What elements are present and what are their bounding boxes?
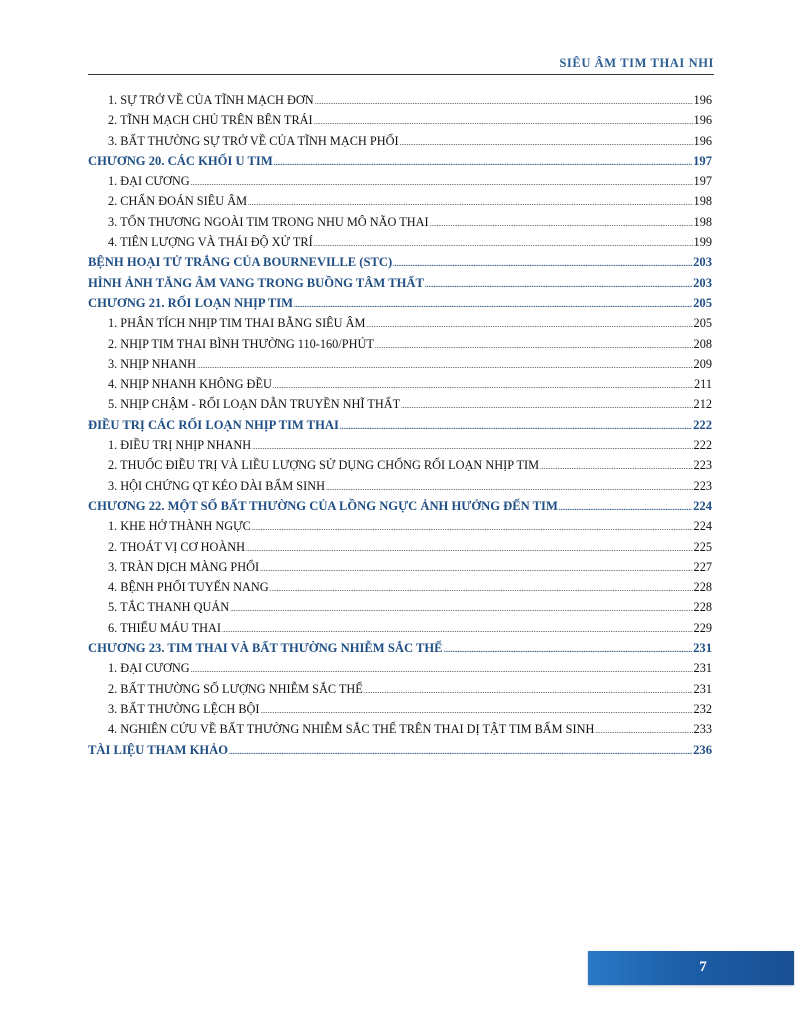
- toc-dot-leader: [559, 504, 692, 512]
- toc-dot-leader: [191, 179, 693, 187]
- toc-dot-leader: [294, 301, 692, 309]
- toc-entry-page: 197: [693, 153, 712, 168]
- toc-dot-leader: [314, 118, 693, 126]
- toc-entry-title: TÀI LIỆU THAM KHẢO: [88, 742, 229, 757]
- toc-section-entry[interactable]: [88, 397, 712, 417]
- toc-entry-page: 222: [693, 417, 712, 432]
- toc-section-entry[interactable]: [88, 235, 712, 255]
- toc-entry-page: 212: [693, 397, 712, 412]
- toc-dot-leader: [425, 281, 692, 289]
- toc-chapter-entry[interactable]: [88, 255, 712, 275]
- toc-dot-leader: [248, 199, 693, 207]
- toc-dot-leader: [400, 139, 693, 147]
- toc-dot-leader: [393, 260, 692, 268]
- toc-entry-title: 4. BỆNH PHỔI TUYẾN NANG: [108, 580, 269, 595]
- toc-entry-page: 227: [693, 559, 712, 574]
- toc-section-entry[interactable]: [88, 682, 712, 702]
- toc-entry-page: 196: [693, 113, 712, 128]
- toc-dot-leader: [191, 666, 693, 674]
- toc-entry-title: 4. NGHIÊN CỨU VỀ BẤT THƯỜNG NHIỄM SẮC THỂ TRÊN THAI DỊ TẬT TIM BẨM SINH: [108, 722, 595, 737]
- toc-entry-page: 203: [693, 255, 712, 270]
- toc-entry-title: CHƯƠNG 22. MỘT SỐ BẤT THƯỜNG CỦA LỒNG NGỰC ẢNH HƯỞNG ĐẾN TIM: [88, 498, 558, 513]
- toc-entry-page: 224: [693, 498, 712, 513]
- toc-dot-leader: [540, 463, 693, 471]
- toc-entry-title: 2. THOÁT VỊ CƠ HOÀNH: [108, 539, 245, 554]
- toc-dot-leader: [364, 687, 693, 695]
- toc-entry-title: CHƯƠNG 20. CÁC KHỐI U TIM: [88, 153, 273, 168]
- toc-section-entry[interactable]: [88, 357, 712, 377]
- toc-entry-title: 4. TIÊN LƯỢNG VÀ THÁI ĐỘ XỬ TRÍ: [108, 235, 313, 250]
- toc-dot-leader: [340, 423, 692, 431]
- page-header-title: SIÊU ÂM TIM THAI NHI: [559, 56, 714, 70]
- toc-dot-leader: [260, 565, 692, 573]
- toc-entry-title: 3. TRÀN DỊCH MÀNG PHỔI: [108, 559, 260, 574]
- table-of-contents: [88, 93, 712, 763]
- toc-dot-leader: [273, 382, 693, 390]
- toc-dot-leader: [197, 362, 693, 370]
- toc-section-entry[interactable]: [88, 621, 712, 641]
- toc-section-entry[interactable]: [88, 560, 712, 580]
- toc-entry-page: 198: [693, 194, 712, 209]
- toc-entry-page: 232: [693, 701, 712, 716]
- toc-entry-title: BỆNH HOẠI TỬ TRẮNG CỦA BOURNEVILLE (STC): [88, 255, 393, 270]
- toc-entry-page: 229: [693, 620, 712, 635]
- toc-dot-leader: [375, 342, 693, 350]
- toc-dot-leader: [444, 646, 693, 654]
- toc-entry-page: 196: [693, 133, 712, 148]
- toc-chapter-entry[interactable]: [88, 296, 712, 316]
- toc-chapter-entry[interactable]: [88, 743, 712, 763]
- toc-entry-page: 196: [693, 93, 712, 107]
- toc-entry-page: 211: [694, 377, 712, 392]
- header-rule: [88, 74, 714, 75]
- toc-section-entry[interactable]: [88, 580, 712, 600]
- toc-dot-leader: [274, 159, 692, 167]
- toc-entry-title: 3. BẤT THƯỜNG SỰ TRỞ VỀ CỦA TĨNH MẠCH PHỔI: [108, 133, 399, 148]
- toc-section-entry[interactable]: [88, 93, 712, 113]
- toc-entry-title: 2. TĨNH MẠCH CHỦ TRÊN BÊN TRÁI: [108, 113, 313, 128]
- toc-dot-leader: [595, 727, 692, 735]
- toc-entry-page: 222: [693, 438, 712, 453]
- toc-entry-page: 203: [693, 275, 712, 290]
- toc-entry-title: 1. ĐẠI CƯƠNG: [108, 174, 190, 189]
- toc-entry-page: 236: [693, 742, 712, 757]
- toc-entry-title: HÌNH ẢNH TĂNG ÂM VANG TRONG BUỒNG TÂM THẤT: [88, 275, 424, 290]
- toc-entry-title: 1. ĐẠI CƯƠNG: [108, 661, 190, 676]
- toc-entry-title: 2. BẤT THƯỜNG SỐ LƯỢNG NHIỄM SẮC THỂ: [108, 681, 363, 696]
- toc-section-entry[interactable]: [88, 722, 712, 742]
- toc-entry-title: 5. NHỊP CHẬM - RỐI LOẠN DẪN TRUYỀN NHĨ THẤT: [108, 397, 401, 412]
- toc-section-entry[interactable]: [88, 600, 712, 620]
- toc-entry-page: 198: [693, 214, 712, 229]
- toc-entry-page: 223: [693, 458, 712, 473]
- toc-entry-title: 4. NHỊP NHANH KHÔNG ĐỀU: [108, 377, 272, 392]
- toc-section-entry[interactable]: [88, 661, 712, 681]
- page-number-box: [588, 951, 794, 985]
- toc-chapter-entry[interactable]: [88, 499, 712, 519]
- toc-entry-page: 224: [693, 519, 712, 534]
- toc-dot-leader: [315, 98, 693, 106]
- toc-entry-page: 231: [693, 641, 712, 656]
- toc-section-entry[interactable]: [88, 316, 712, 336]
- toc-section-entry[interactable]: [88, 702, 712, 722]
- toc-dot-leader: [261, 707, 693, 715]
- toc-entry-title: 3. TỔN THƯƠNG NGOÀI TIM TRONG NHU MÔ NÃO THAI: [108, 214, 429, 229]
- toc-section-entry[interactable]: [88, 479, 712, 499]
- toc-entry-title: 3. NHỊP NHANH: [108, 356, 197, 371]
- toc-entry-page: 228: [693, 580, 712, 595]
- toc-dot-leader: [366, 321, 692, 329]
- toc-dot-leader: [430, 220, 693, 228]
- page-number: 7: [699, 959, 707, 975]
- toc-section-entry[interactable]: [88, 458, 712, 478]
- toc-entry-page: 223: [693, 478, 712, 493]
- toc-entry-title: 1. SỰ TRỞ VỀ CỦA TĨNH MẠCH ĐƠN: [108, 93, 314, 107]
- toc-entry-title: CHƯƠNG 21. RỐI LOẠN NHỊP TIM: [88, 295, 294, 310]
- toc-dot-leader: [326, 484, 693, 492]
- toc-dot-leader: [270, 585, 693, 593]
- toc-entry-page: 197: [693, 174, 712, 189]
- toc-entry-title: 3. HỘI CHỨNG QT KÉO DÀI BẨM SINH: [108, 478, 325, 493]
- toc-entry-title: CHƯƠNG 23. TIM THAI VÀ BẤT THƯỜNG NHIỄM SẮC THỂ: [88, 641, 443, 656]
- toc-dot-leader: [252, 524, 693, 532]
- toc-chapter-entry[interactable]: [88, 154, 712, 174]
- toc-dot-leader: [314, 240, 693, 248]
- toc-dot-leader: [230, 605, 692, 613]
- toc-entry-title: 6. THIẾU MÁU THAI: [108, 620, 221, 635]
- toc-entry-title: 1. KHE HỞ THÀNH NGỰC: [108, 519, 251, 534]
- toc-chapter-entry[interactable]: [88, 418, 712, 438]
- toc-entry-title: 2. CHẨN ĐOÁN SIÊU ÂM: [108, 194, 248, 209]
- toc-dot-leader: [246, 545, 693, 553]
- toc-section-entry[interactable]: [88, 215, 712, 235]
- toc-entry-title: 1. ĐIỀU TRỊ NHỊP NHANH: [108, 438, 252, 453]
- toc-section-entry[interactable]: [88, 174, 712, 194]
- toc-entry-page: 205: [693, 316, 712, 331]
- toc-dot-leader: [222, 626, 693, 634]
- toc-entry-page: 231: [693, 681, 712, 696]
- toc-entry-title: 1. PHÂN TÍCH NHỊP TIM THAI BẰNG SIÊU ÂM: [108, 316, 366, 331]
- toc-entry-page: 205: [693, 295, 712, 310]
- toc-entry-title: 2. THUỐC ĐIỀU TRỊ VÀ LIỀU LƯỢNG SỬ DỤNG CHỐNG RỐI LOẠN NHỊP TIM: [108, 458, 540, 473]
- toc-entry-title: 2. NHỊP TIM THAI BÌNH THƯỜNG 110-160/PHÚT: [108, 336, 374, 351]
- toc-section-entry[interactable]: [88, 377, 712, 397]
- toc-entry-page: 225: [693, 539, 712, 554]
- toc-chapter-entry[interactable]: [88, 276, 712, 296]
- toc-section-entry[interactable]: [88, 540, 712, 560]
- toc-section-entry[interactable]: [88, 438, 712, 458]
- toc-entry-page: 228: [693, 600, 712, 615]
- toc-entry-page: 233: [693, 722, 712, 737]
- toc-dot-leader: [229, 748, 692, 756]
- toc-entry-page: 208: [693, 336, 712, 351]
- toc-entry-title: 5. TẮC THANH QUẢN: [108, 600, 230, 615]
- toc-entry-page: 199: [693, 235, 712, 250]
- toc-dot-leader: [401, 402, 692, 410]
- toc-entry-title: ĐIỀU TRỊ CÁC RỐI LOẠN NHỊP TIM THAI: [88, 417, 339, 432]
- toc-section-entry[interactable]: [88, 194, 712, 214]
- toc-chapter-entry[interactable]: [88, 641, 712, 661]
- toc-entry-title: 3. BẤT THƯỜNG LỆCH BỘI: [108, 701, 260, 716]
- toc-entry-page: 209: [693, 356, 712, 371]
- toc-dot-leader: [252, 443, 692, 451]
- toc-section-entry[interactable]: [88, 337, 712, 357]
- toc-entry-page: 231: [693, 661, 712, 676]
- toc-section-entry[interactable]: [88, 519, 712, 539]
- toc-section-entry[interactable]: [88, 113, 712, 133]
- toc-section-entry[interactable]: [88, 134, 712, 154]
